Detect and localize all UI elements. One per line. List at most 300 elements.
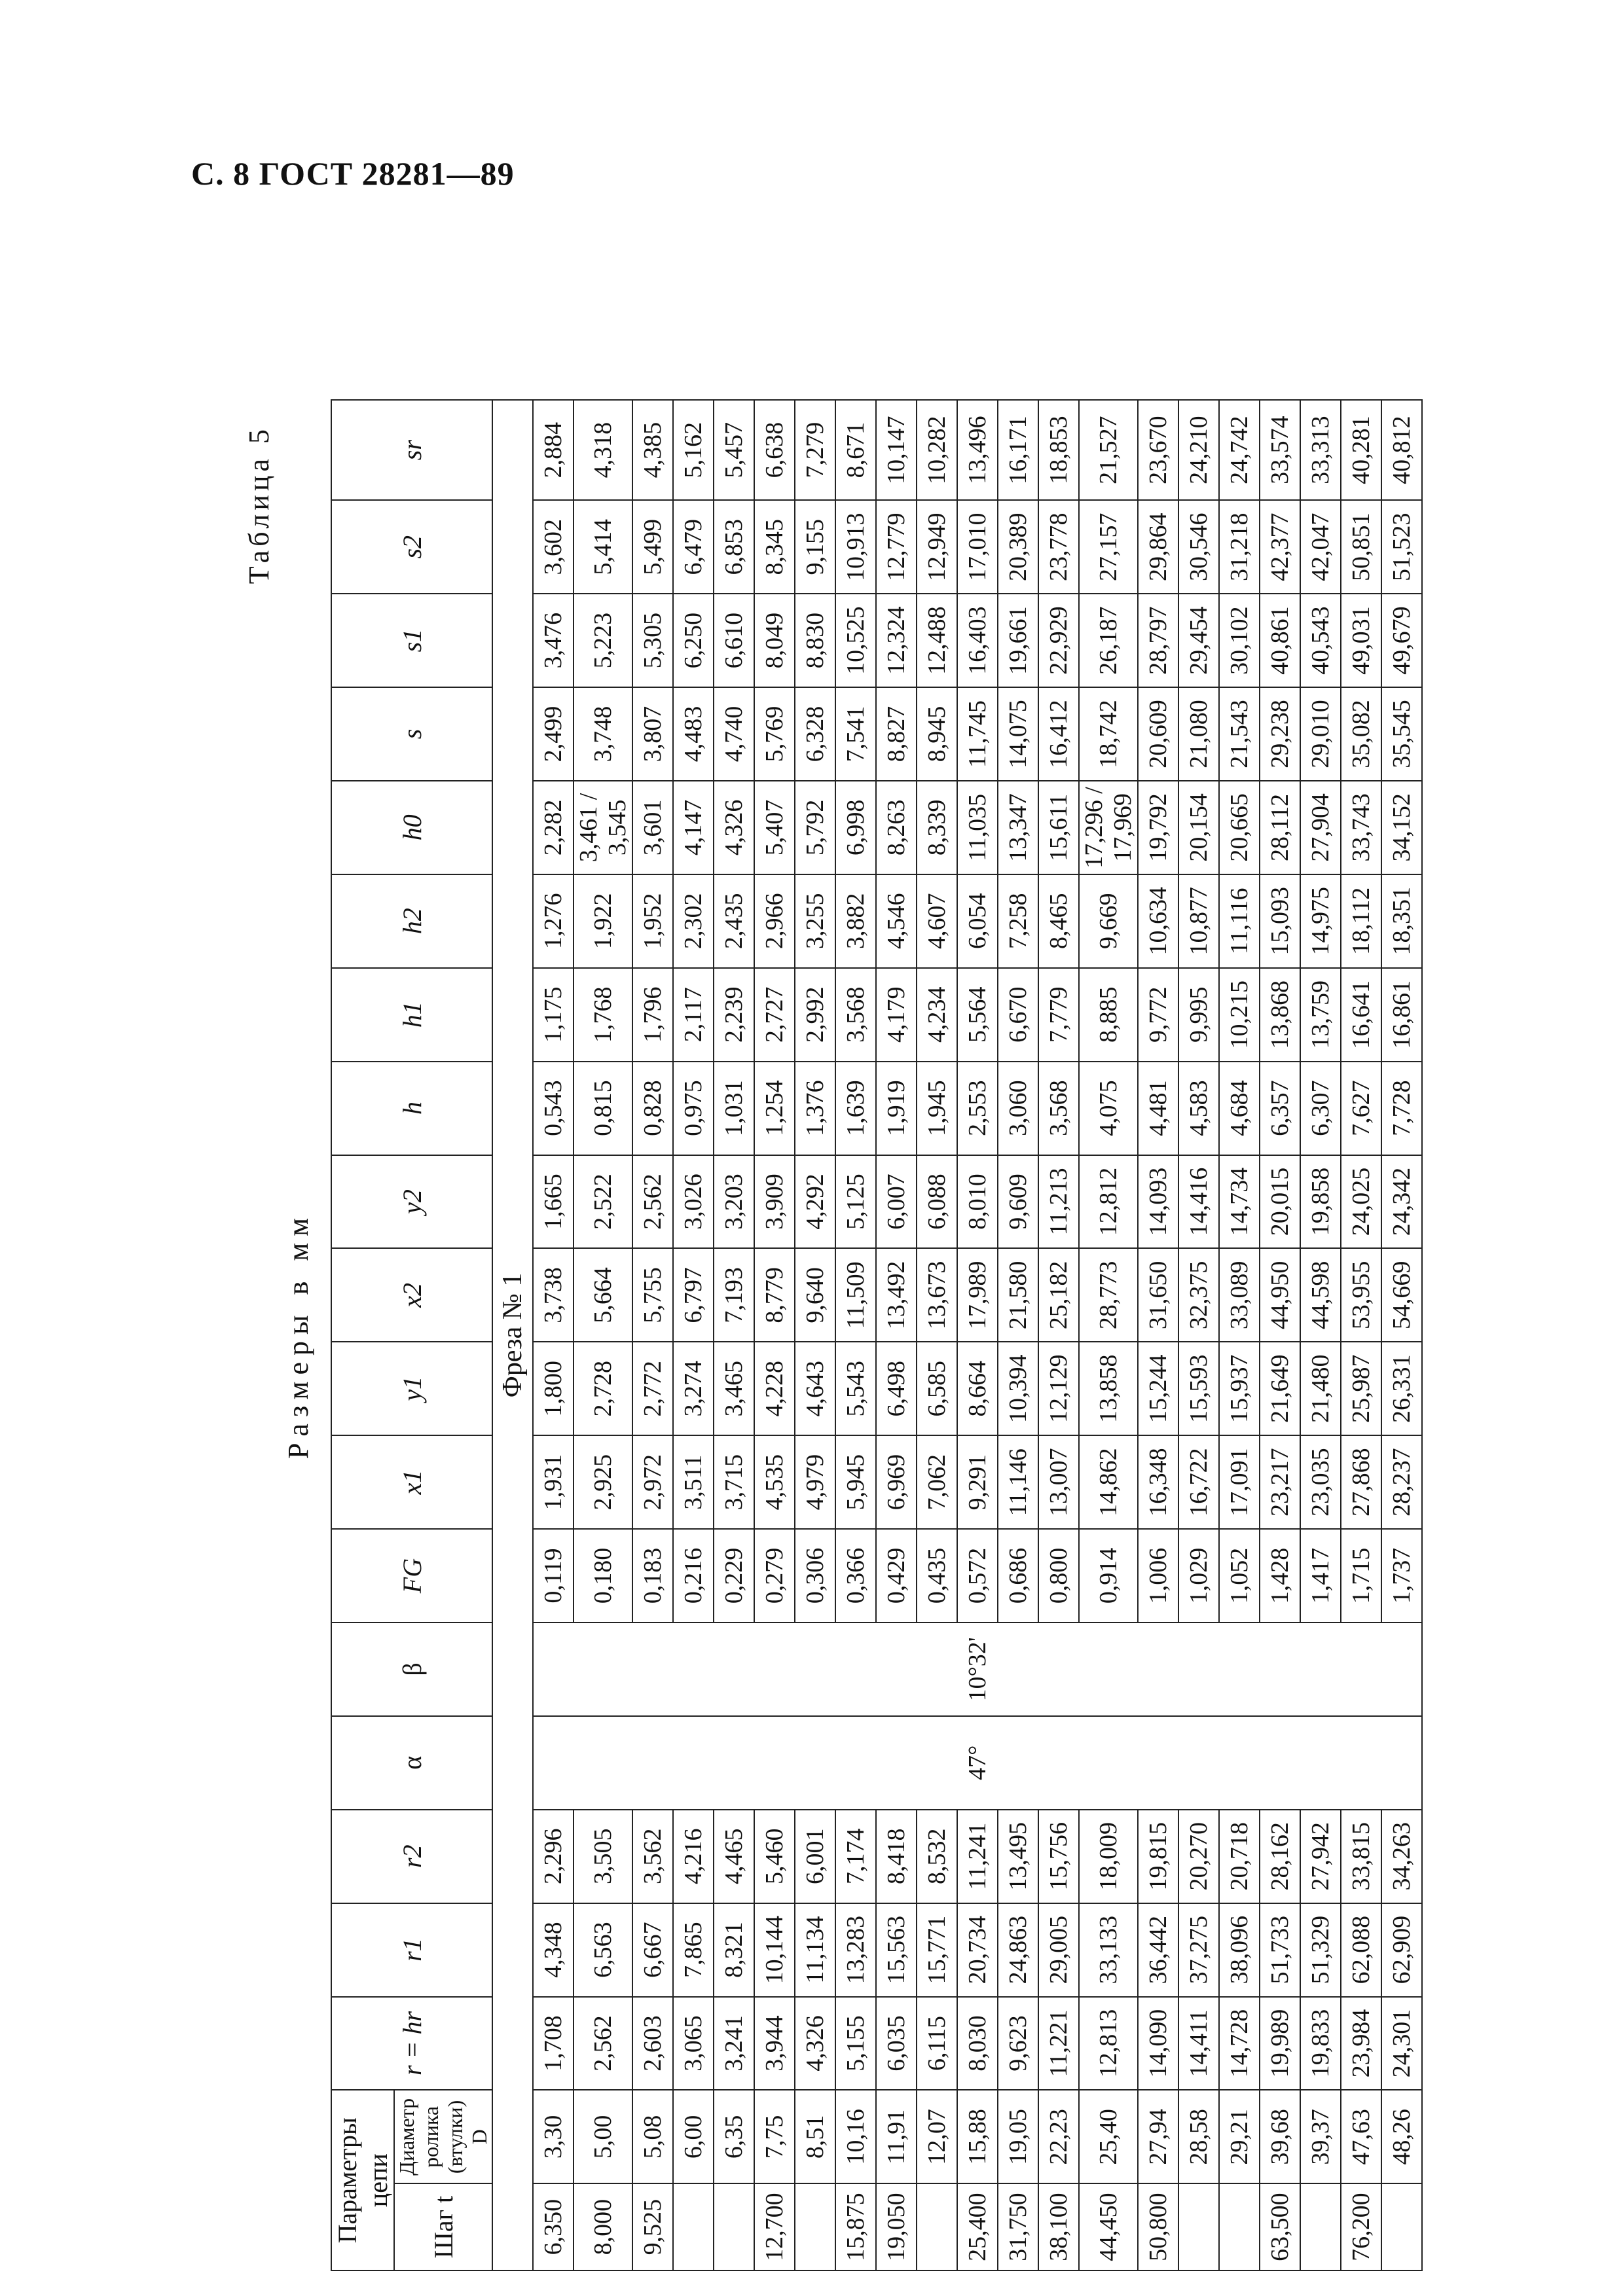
cell-sr: 21,527	[1079, 400, 1138, 500]
cell-y2: 19,858	[1300, 1155, 1341, 1249]
cell-D: 5,00	[574, 2090, 632, 2183]
table-row	[957, 400, 998, 2270]
cell-sr: 10,147	[876, 400, 917, 500]
cell-h: 1,376	[795, 1062, 835, 1155]
cell-y1: 4,643	[795, 1342, 835, 1435]
cell-y2: 20,015	[1260, 1155, 1300, 1249]
cell-fg: 0,119	[533, 1529, 574, 1623]
cell-x1: 3,511	[673, 1435, 714, 1529]
cell-t: 6,350	[533, 2183, 574, 2270]
cell-h: 1,919	[876, 1062, 917, 1155]
cell-r1: 24,863	[998, 1903, 1038, 1997]
cell-r1: 51,733	[1260, 1903, 1300, 1997]
cell-y2: 8,010	[957, 1155, 998, 1249]
cell-h: 1,254	[754, 1062, 795, 1155]
cell-t: 8,000	[574, 2183, 632, 2270]
cell-y1: 15,937	[1219, 1342, 1260, 1435]
cell-s: 29,238	[1260, 687, 1300, 781]
table-row	[533, 400, 574, 2270]
cell-h1: 16,861	[1381, 968, 1422, 1062]
cell-s2: 42,377	[1260, 500, 1300, 594]
cell-fg: 0,216	[673, 1529, 714, 1623]
cell-s2: 12,779	[876, 500, 917, 594]
header-s2: s2	[331, 500, 492, 594]
cell-y1: 15,593	[1178, 1342, 1219, 1435]
cell-sr: 6,638	[754, 400, 795, 500]
cell-D: 3,30	[533, 2090, 574, 2183]
cell-h2: 3,255	[795, 874, 835, 968]
table-row	[1138, 400, 1178, 2270]
cell-y2: 9,609	[998, 1155, 1038, 1249]
cell-s2: 20,389	[998, 500, 1038, 594]
cell-s1: 28,797	[1138, 594, 1178, 687]
cell-r1: 4,348	[533, 1903, 574, 1997]
cell-h2: 11,116	[1219, 874, 1260, 968]
cell-x2: 6,797	[673, 1248, 714, 1342]
table-body	[492, 400, 1422, 2270]
header-h: h	[331, 1062, 492, 1155]
cell-fg: 0,800	[1038, 1529, 1079, 1623]
cell-D: 29,21	[1219, 2090, 1260, 2183]
cell-t	[714, 2183, 754, 2270]
cell-s: 29,010	[1300, 687, 1341, 781]
cell-h0: 3,461 / 3,545	[574, 781, 632, 874]
cell-r1: 6,667	[632, 1903, 673, 1997]
cell-sr: 7,279	[795, 400, 835, 500]
cell-y2: 3,909	[754, 1155, 795, 1249]
cell-t	[795, 2183, 835, 2270]
cell-x1: 13,007	[1038, 1435, 1079, 1529]
cell-y1: 12,129	[1038, 1342, 1079, 1435]
cell-r2: 19,815	[1138, 1810, 1178, 1903]
cell-y2: 3,026	[673, 1155, 714, 1249]
cell-x1: 28,237	[1381, 1435, 1422, 1529]
cell-x2: 13,673	[917, 1248, 957, 1342]
cell-h0: 15,611	[1038, 781, 1079, 874]
header-step: Шаг t	[394, 2183, 492, 2270]
cell-h: 7,728	[1381, 1062, 1422, 1155]
cell-y2: 4,292	[795, 1155, 835, 1249]
cell-s2: 42,047	[1300, 500, 1341, 594]
cell-y1: 3,465	[714, 1342, 754, 1435]
cell-x2: 44,598	[1300, 1248, 1341, 1342]
cell-s1: 22,929	[1038, 594, 1079, 687]
units-caption: Размеры в мм	[282, 1211, 314, 1460]
cell-h0: 28,112	[1260, 781, 1300, 874]
cell-x2: 28,773	[1079, 1248, 1138, 1342]
header-beta: β	[331, 1623, 492, 1716]
header-y2: y2	[331, 1155, 492, 1249]
cell-r1: 20,734	[957, 1903, 998, 1997]
cell-r1: 15,771	[917, 1903, 957, 1997]
page-header: С. 8 ГОСТ 28281—89	[191, 155, 515, 192]
header-s1: s1	[331, 594, 492, 687]
cell-y1: 6,498	[876, 1342, 917, 1435]
cell-r1: 13,283	[835, 1903, 876, 1997]
cell-r: 3,065	[673, 1997, 714, 2090]
cell-h0: 4,326	[714, 781, 754, 874]
cell-h2: 10,877	[1178, 874, 1219, 968]
cell-s1: 26,187	[1079, 594, 1138, 687]
cell-h: 2,553	[957, 1062, 998, 1155]
cell-r2: 4,465	[714, 1810, 754, 1903]
cell-r2: 8,532	[917, 1810, 957, 1903]
cell-D: 12,07	[917, 2090, 957, 2183]
table-row	[1260, 400, 1300, 2270]
cell-s1: 8,049	[754, 594, 795, 687]
cell-s1: 12,488	[917, 594, 957, 687]
cell-h1: 2,727	[754, 968, 795, 1062]
cell-h1: 8,885	[1079, 968, 1138, 1062]
cell-s2: 5,414	[574, 500, 632, 594]
cell-r: 24,301	[1381, 1997, 1422, 2090]
cell-D: 19,05	[998, 2090, 1038, 2183]
cell-h: 4,075	[1079, 1062, 1138, 1155]
table-row	[1300, 400, 1341, 2270]
cell-t: 38,100	[1038, 2183, 1079, 2270]
cell-x2: 5,664	[574, 1248, 632, 1342]
cell-h1: 13,759	[1300, 968, 1341, 1062]
cell-s1: 12,324	[876, 594, 917, 687]
cell-r1: 6,563	[574, 1903, 632, 1997]
cell-s2: 6,853	[714, 500, 754, 594]
cell-y1: 25,987	[1341, 1342, 1381, 1435]
cell-r1: 7,865	[673, 1903, 714, 1997]
cell-y2: 5,125	[835, 1155, 876, 1249]
table-row	[1178, 400, 1219, 2270]
header-h1: h1	[331, 968, 492, 1062]
cell-fg: 0,435	[917, 1529, 957, 1623]
cell-y2: 14,093	[1138, 1155, 1178, 1249]
cell-h2: 3,882	[835, 874, 876, 968]
cell-r: 6,035	[876, 1997, 917, 2090]
cell-fg: 1,715	[1341, 1529, 1381, 1623]
cell-h1: 2,992	[795, 968, 835, 1062]
cell-t	[673, 2183, 714, 2270]
cell-y2: 2,522	[574, 1155, 632, 1249]
cell-r1: 62,909	[1381, 1903, 1422, 1997]
cell-sr: 4,385	[632, 400, 673, 500]
cell-y1: 2,772	[632, 1342, 673, 1435]
cell-y2: 1,665	[533, 1155, 574, 1249]
cell-s: 16,412	[1038, 687, 1079, 781]
cell-x2: 25,182	[1038, 1248, 1079, 1342]
cell-t	[1219, 2183, 1260, 2270]
header-h0: h0	[331, 781, 492, 874]
cell-h0: 2,282	[533, 781, 574, 874]
cell-s: 2,499	[533, 687, 574, 781]
cell-sr: 24,742	[1219, 400, 1260, 500]
cell-sr: 16,171	[998, 400, 1038, 500]
cell-h0: 5,407	[754, 781, 795, 874]
cell-D: 39,68	[1260, 2090, 1300, 2183]
cell-r: 3,944	[754, 1997, 795, 2090]
cell-D: 6,35	[714, 2090, 754, 2183]
cell-t: 31,750	[998, 2183, 1038, 2270]
cell-r2: 7,174	[835, 1810, 876, 1903]
cell-h: 4,481	[1138, 1062, 1178, 1155]
cell-h2: 1,922	[574, 874, 632, 968]
cell-s2: 12,949	[917, 500, 957, 594]
cell-s: 3,748	[574, 687, 632, 781]
cell-t: 50,800	[1138, 2183, 1178, 2270]
cell-s1: 29,454	[1178, 594, 1219, 687]
table-row	[632, 400, 673, 2270]
cell-r: 1,708	[533, 1997, 574, 2090]
cell-h: 0,975	[673, 1062, 714, 1155]
cell-h: 0,815	[574, 1062, 632, 1155]
cell-s1: 5,223	[574, 594, 632, 687]
cell-y1: 21,480	[1300, 1342, 1341, 1435]
cell-D: 22,23	[1038, 2090, 1079, 2183]
cell-D: 39,37	[1300, 2090, 1341, 2183]
header-r2: r2	[331, 1810, 492, 1903]
cell-sr: 24,210	[1178, 400, 1219, 500]
cell-r1: 33,133	[1079, 1903, 1138, 1997]
cell-y1: 8,664	[957, 1342, 998, 1435]
cell-s2: 6,479	[673, 500, 714, 594]
cell-s: 11,745	[957, 687, 998, 781]
cell-fg: 0,229	[714, 1529, 754, 1623]
cell-x2: 53,955	[1341, 1248, 1381, 1342]
table-row	[795, 400, 835, 2270]
cell-r2: 8,418	[876, 1810, 917, 1903]
cell-s1: 16,403	[957, 594, 998, 687]
cell-h: 6,357	[1260, 1062, 1300, 1155]
header-fg: FG	[331, 1529, 492, 1623]
header-sr: sr	[331, 400, 492, 500]
cell-t	[1300, 2183, 1341, 2270]
cell-x1: 17,091	[1219, 1435, 1260, 1529]
header-x2: x2	[331, 1248, 492, 1342]
cell-fg: 0,366	[835, 1529, 876, 1623]
cell-fg: 1,029	[1178, 1529, 1219, 1623]
table-row	[754, 400, 795, 2270]
cell-sr: 8,671	[835, 400, 876, 500]
cell-s2: 51,523	[1381, 500, 1422, 594]
cell-r2: 4,216	[673, 1810, 714, 1903]
cell-s1: 5,305	[632, 594, 673, 687]
cell-t	[1178, 2183, 1219, 2270]
cell-sr: 10,282	[917, 400, 957, 500]
cell-y1: 6,585	[917, 1342, 957, 1435]
cell-t: 25,400	[957, 2183, 998, 2270]
cell-sr: 13,496	[957, 400, 998, 500]
cell-fg: 0,279	[754, 1529, 795, 1623]
cell-sr: 5,457	[714, 400, 754, 500]
cell-r: 14,411	[1178, 1997, 1219, 2090]
cell-h: 0,543	[533, 1062, 574, 1155]
cell-r1: 8,321	[714, 1903, 754, 1997]
cell-h2: 2,435	[714, 874, 754, 968]
alpha-value: 47°	[533, 1716, 1422, 1810]
cell-h2: 10,634	[1138, 874, 1178, 968]
cell-h2: 15,093	[1260, 874, 1300, 968]
cell-y2: 6,007	[876, 1155, 917, 1249]
cell-y2: 11,213	[1038, 1155, 1079, 1249]
table-row	[574, 400, 632, 2270]
header-h2: h2	[331, 874, 492, 968]
cell-r2: 2,296	[533, 1810, 574, 1903]
cell-t: 9,525	[632, 2183, 673, 2270]
cell-r2: 20,270	[1178, 1810, 1219, 1903]
header-diameter: Диаметр ролика (втулки) D	[394, 2090, 492, 2183]
cell-D: 8,51	[795, 2090, 835, 2183]
cell-y1: 13,858	[1079, 1342, 1138, 1435]
cell-fg: 0,686	[998, 1529, 1038, 1623]
cell-r: 8,030	[957, 1997, 998, 2090]
cell-s2: 3,602	[533, 500, 574, 594]
table-row	[1219, 400, 1260, 2270]
cell-h1: 1,175	[533, 968, 574, 1062]
cell-x1: 23,035	[1300, 1435, 1341, 1529]
cell-h0: 3,601	[632, 781, 673, 874]
cell-x1: 5,945	[835, 1435, 876, 1529]
cell-t: 12,700	[754, 2183, 795, 2270]
cell-x2: 13,492	[876, 1248, 917, 1342]
cell-r: 23,984	[1341, 1997, 1381, 2090]
cell-h2: 8,465	[1038, 874, 1079, 968]
cell-x1: 3,715	[714, 1435, 754, 1529]
header-alpha: α	[331, 1716, 492, 1810]
cell-fg: 1,006	[1138, 1529, 1178, 1623]
cell-s1: 10,525	[835, 594, 876, 687]
cell-r2: 5,460	[754, 1810, 795, 1903]
cell-h1: 2,117	[673, 968, 714, 1062]
cell-s: 18,742	[1079, 687, 1138, 781]
cell-x2: 17,989	[957, 1248, 998, 1342]
cell-t: 63,500	[1260, 2183, 1300, 2270]
cell-t: 44,450	[1079, 2183, 1138, 2270]
cell-sr: 5,162	[673, 400, 714, 500]
cell-h0: 13,347	[998, 781, 1038, 874]
cell-h0: 20,665	[1219, 781, 1260, 874]
cell-r: 2,562	[574, 1997, 632, 2090]
cell-D: 15,88	[957, 2090, 998, 2183]
table-row	[714, 400, 754, 2270]
cell-s2: 10,913	[835, 500, 876, 594]
table-row	[1341, 400, 1381, 2270]
cell-y1: 10,394	[998, 1342, 1038, 1435]
cell-x1: 6,969	[876, 1435, 917, 1529]
cell-x1: 1,931	[533, 1435, 574, 1529]
cell-x2: 9,640	[795, 1248, 835, 1342]
cell-s: 4,483	[673, 687, 714, 781]
cell-y1: 3,274	[673, 1342, 714, 1435]
cell-h1: 2,239	[714, 968, 754, 1062]
table-row	[876, 400, 917, 2270]
cell-s1: 3,476	[533, 594, 574, 687]
cell-h: 6,307	[1300, 1062, 1341, 1155]
cell-fg: 1,737	[1381, 1529, 1422, 1623]
cell-y1: 2,728	[574, 1342, 632, 1435]
cell-x2: 11,509	[835, 1248, 876, 1342]
cell-s1: 6,250	[673, 594, 714, 687]
cell-y1: 5,543	[835, 1342, 876, 1435]
cell-h1: 6,670	[998, 968, 1038, 1062]
cell-r: 14,090	[1138, 1997, 1178, 2090]
cell-x1: 2,925	[574, 1435, 632, 1529]
cell-s: 7,541	[835, 687, 876, 781]
cell-h: 7,627	[1341, 1062, 1381, 1155]
cell-h2: 18,112	[1341, 874, 1381, 968]
cell-r: 12,813	[1079, 1997, 1138, 2090]
cell-s: 4,740	[714, 687, 754, 781]
cell-h1: 4,234	[917, 968, 957, 1062]
cell-h0: 6,998	[835, 781, 876, 874]
cell-s: 35,082	[1341, 687, 1381, 781]
cell-r1: 37,275	[1178, 1903, 1219, 1997]
cell-s1: 6,610	[714, 594, 754, 687]
cell-y2: 3,203	[714, 1155, 754, 1249]
cell-x1: 4,535	[754, 1435, 795, 1529]
cell-y2: 14,416	[1178, 1155, 1219, 1249]
cell-fg: 1,052	[1219, 1529, 1260, 1623]
cell-s2: 17,010	[957, 500, 998, 594]
cell-r1: 51,329	[1300, 1903, 1341, 1997]
cell-h2: 14,975	[1300, 874, 1341, 968]
cell-h0: 19,792	[1138, 781, 1178, 874]
cell-r2: 18,009	[1079, 1810, 1138, 1903]
cell-sr: 33,574	[1260, 400, 1300, 500]
cell-r2: 20,718	[1219, 1810, 1260, 1903]
cell-t	[1381, 2183, 1422, 2270]
cell-s: 6,328	[795, 687, 835, 781]
cell-r2: 28,162	[1260, 1810, 1300, 1903]
cell-fg: 0,572	[957, 1529, 998, 1623]
cell-x1: 16,348	[1138, 1435, 1178, 1529]
cell-x2: 3,738	[533, 1248, 574, 1342]
cell-s: 21,080	[1178, 687, 1219, 781]
cell-s: 35,545	[1381, 687, 1422, 781]
cell-y2: 14,734	[1219, 1155, 1260, 1249]
cell-h1: 7,779	[1038, 968, 1079, 1062]
cell-r: 4,326	[795, 1997, 835, 2090]
header-r1: r1	[331, 1903, 492, 1997]
cell-fg: 0,914	[1079, 1529, 1138, 1623]
table-row	[835, 400, 876, 2270]
cell-fg: 0,180	[574, 1529, 632, 1623]
cell-x1: 4,979	[795, 1435, 835, 1529]
rotated-table-block	[242, 399, 1617, 2271]
cell-s: 8,945	[917, 687, 957, 781]
cell-s1: 30,102	[1219, 594, 1260, 687]
cell-r: 6,115	[917, 1997, 957, 2090]
cell-sr: 23,670	[1138, 400, 1178, 500]
cell-h0: 4,147	[673, 781, 714, 874]
cell-x2: 33,089	[1219, 1248, 1260, 1342]
cell-r2: 6,001	[795, 1810, 835, 1903]
cell-r1: 11,134	[795, 1903, 835, 1997]
dimensions-table	[331, 399, 1423, 2271]
cell-s: 5,769	[754, 687, 795, 781]
table-row	[917, 400, 957, 2270]
cell-r2: 27,942	[1300, 1810, 1341, 1903]
cell-h0: 8,339	[917, 781, 957, 874]
cell-x2: 8,779	[754, 1248, 795, 1342]
cell-s: 3,807	[632, 687, 673, 781]
cell-y1: 26,331	[1381, 1342, 1422, 1435]
cell-h: 0,828	[632, 1062, 673, 1155]
cell-h0: 33,743	[1341, 781, 1381, 874]
cell-x1: 14,862	[1079, 1435, 1138, 1529]
cell-h: 3,060	[998, 1062, 1038, 1155]
cell-x2: 7,193	[714, 1248, 754, 1342]
cell-s2: 8,345	[754, 500, 795, 594]
cell-s1: 40,543	[1300, 594, 1341, 687]
cell-r: 9,623	[998, 1997, 1038, 2090]
cell-h1: 4,179	[876, 968, 917, 1062]
